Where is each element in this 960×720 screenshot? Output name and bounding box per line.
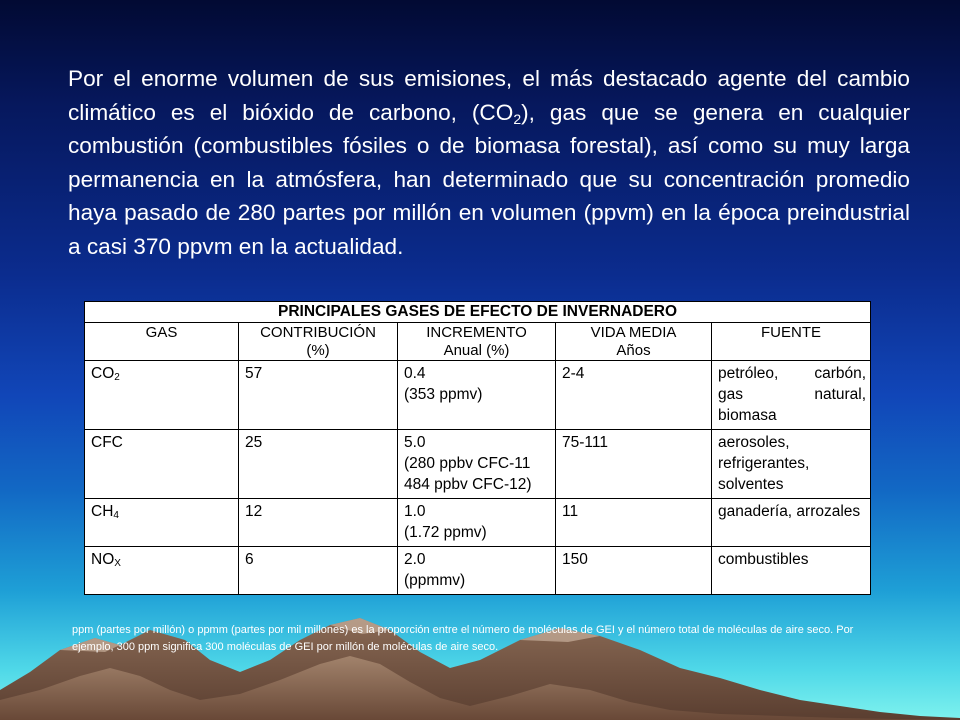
cell-contribucion: 12	[239, 499, 398, 547]
cell-vida-media: 75-111	[556, 430, 712, 499]
header-line: GAS	[145, 324, 178, 341]
fuente-line: biomasa	[718, 407, 777, 424]
gas-subscript: 4	[113, 510, 119, 521]
fuente-line: ganadería, arrozales	[718, 503, 861, 520]
incremento-line: (353 ppmv)	[404, 386, 483, 403]
gas-formula: CFC	[91, 434, 123, 451]
table-title: PRINCIPALES GASES DE EFECTO DE INVERNADERO	[85, 302, 871, 323]
cell-incremento	[398, 499, 556, 547]
header-fuente	[712, 323, 871, 361]
header-line: VIDA MEDIA	[590, 324, 677, 341]
header-line: CONTRIBUCIÓN	[260, 324, 376, 341]
table-row	[85, 499, 871, 547]
cell-fuente	[712, 361, 871, 430]
header-incremento	[398, 323, 556, 361]
fuente-line: combustibles	[718, 551, 809, 568]
incremento-line: (ppmmv)	[404, 572, 466, 589]
cell-fuente	[712, 547, 871, 595]
footnote: ppm (partes por millón) o ppmm (partes por mil millones) es la proporción entre el número de moléculas de GEI y el número total de moléculas de aire seco. Por ejemplo, 300 ppm significa 300 moléculas de GEI por millón de moléculas de aire seco.	[72, 624, 854, 653]
gas-formula: CH	[91, 503, 114, 520]
intro-paragraph: Por el enorme volumen de sus emisiones, el más destacado agente del cambio climático es el bióxido de carbono, $(CO_2)$, gas que se genera en cualquier combustión (combustibles fósiles o de biomasa forestal), así como su muy larga permanencia en la atmósfera, han determinado que su concentración promedio haya pasado de 280 partes por millón en volumen (ppvm) en la época preindustrial a casi 370 ppvm en la actualidad.	[68, 66, 910, 259]
cell-incremento	[398, 547, 556, 595]
cell-fuente	[712, 430, 871, 499]
header-line: (%)	[306, 342, 330, 359]
table-row	[85, 430, 871, 499]
cell-fuente	[712, 499, 871, 547]
incremento-line: 484 ppbv CFC-12)	[404, 476, 532, 493]
cell-vida-media: 11	[556, 499, 712, 547]
header-line: Años	[616, 342, 651, 359]
incremento-line: 0.4	[404, 365, 426, 382]
fuente-line: gas natural,	[718, 386, 867, 403]
cell-gas	[85, 547, 239, 595]
gas-formula: CO	[91, 365, 115, 382]
header-vida-media	[556, 323, 712, 361]
table-row	[85, 361, 871, 430]
cell-contribucion: 57	[239, 361, 398, 430]
cell-contribucion: 25	[239, 430, 398, 499]
cell-gas	[85, 361, 239, 430]
header-line: FUENTE	[761, 324, 822, 341]
cell-gas	[85, 430, 239, 499]
fuente-line: aerosoles, refrigerantes, solventes	[718, 434, 810, 493]
incremento-line: (1.72 ppmv)	[404, 524, 487, 541]
gas-formula: NO	[91, 551, 115, 568]
header-line: Anual (%)	[443, 342, 510, 359]
cell-contribucion: 6	[239, 547, 398, 595]
table-header-row	[85, 323, 871, 361]
greenhouse-gases-table	[84, 301, 871, 595]
gas-subscript: X	[114, 558, 121, 569]
cell-incremento	[398, 430, 556, 499]
incremento-line: (280 ppbv CFC-11	[404, 455, 531, 472]
header-contribucion	[239, 323, 398, 361]
incremento-line: 2.0	[404, 551, 426, 568]
incremento-line: 1.0	[404, 503, 426, 520]
table-row	[85, 547, 871, 595]
fuente-line: petróleo, carbón,	[718, 365, 867, 382]
header-gas	[85, 323, 239, 361]
gas-subscript: 2	[114, 372, 120, 383]
header-line: INCREMENTO	[426, 324, 527, 341]
incremento-line: 5.0	[404, 434, 426, 451]
cell-gas	[85, 499, 239, 547]
table-body	[85, 361, 871, 595]
cell-vida-media: 2-4	[556, 361, 712, 430]
cell-incremento	[398, 361, 556, 430]
cell-vida-media: 150	[556, 547, 712, 595]
